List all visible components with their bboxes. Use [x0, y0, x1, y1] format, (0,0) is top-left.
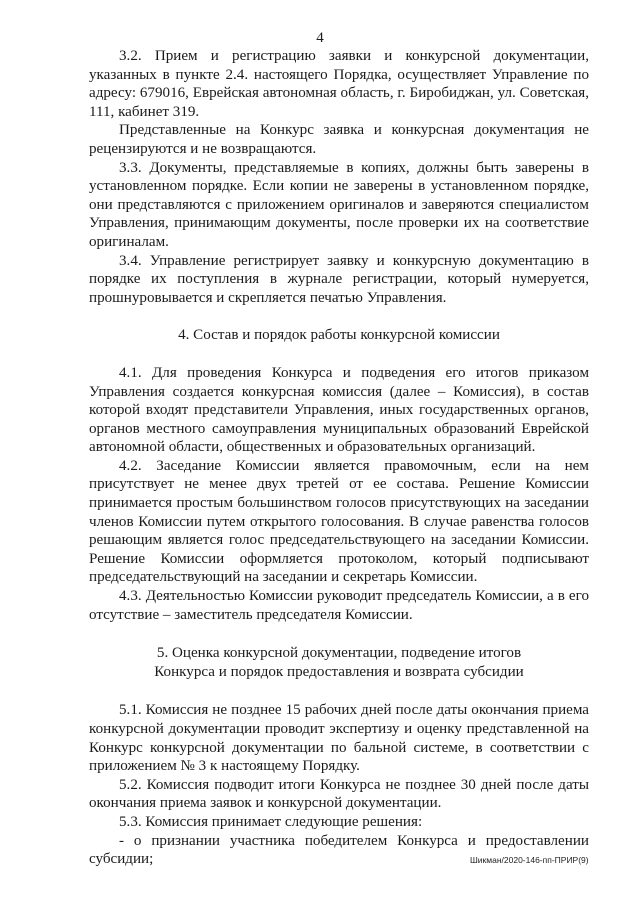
decision-list-item: - о признании участника победителем Конкурса и предоставлении субсидии; — [89, 832, 589, 868]
section-5-heading-line-1: 5. Оценка конкурсной документации, подведение итогов — [156, 645, 522, 662]
paragraph-5-1: 5.1. Комиссия не позднее 15 рабочих дней после даты окончания приема конкурсной документации проводит экспертизу и оценку представленной на Конкурс конкурсной документации по бальной системе, в соответствии с приложением № 3 к настоящему Порядку. — [89, 702, 589, 775]
section-5-heading — [89, 644, 589, 681]
paragraph-3-3: 3.3. Документы, представляемые в копиях, должны быть заверены в установленном порядке. Если копии не заверены в установленном порядке, они представляются с приложением оригиналов и заверяются специалистом Управления, принимающим документы, после проверки их на соответствие оригиналам. — [89, 159, 589, 250]
paragraph-4-3: 4.3. Деятельностью Комиссии руководит председатель Комиссии, а в его отсутствие – заместитель председателя Комиссии. — [89, 588, 589, 623]
paragraph-3-2: 3.2. Прием и регистрацию заявки и конкурсной документации, указанных в пункте 2.4. настоящего Порядка, осуществляет Управление по адресу: 679016, Еврейская автономная область, г. Биробиджан, ул. Советская, 111, кабинет 319. — [89, 48, 589, 120]
paragraph-5-2: 5.2. Комиссия подводит итоги Конкурса не позднее 30 дней после даты окончания приема заявок и конкурсной документации. — [89, 776, 589, 812]
paragraph-3-4: 3.4. Управление регистрирует заявку и конкурсную документацию в порядке их поступления в журнале регистрации, который нумеруется, прошнуровывается и скрепляется печатью Управления. — [89, 252, 589, 306]
section-4-heading: 4. Состав и порядок работы конкурсной комиссии — [178, 327, 500, 344]
paragraph-5-3: 5.3. Комиссия принимает следующие решения: — [119, 813, 423, 830]
paragraph-4-2: 4.2. Заседание Комиссии является правомочным, если на нем присутствует не менее двух третей от ее состава. Решение Комиссии принимается простым большинством голосов присутствующих на заседании членов Комиссии путем открытого голосования. В случае равенства голосов решающим является голос председательствующего на заседании Комиссии. Решение Комиссии оформляется протоколом, который подписывают председательствующий на заседании и секретарь Комиссии. — [89, 457, 589, 586]
section-5-heading-line-2: Конкурса и порядок предоставления и возврата субсидии — [154, 663, 524, 680]
page-number: 4 — [316, 30, 324, 46]
document-body — [89, 47, 589, 869]
paragraph-4-1: 4.1. Для проведения Конкурса и подведения его итогов приказом Управления создается конкурсная комиссия (далее – Комиссия), в состав которой входят представители Управления, иных государственных органов, органов местного самоуправления муниципальных образований Еврейской автономной области, общественных и образовательных организаций. — [89, 364, 589, 456]
paragraph-3-2-note: Представленные на Конкурс заявка и конкурсная документация не рецензируются и не возвращаются. — [89, 122, 589, 157]
document-code-footer: Шикман/2020-146-пп-ПРИР(9) — [470, 855, 589, 865]
